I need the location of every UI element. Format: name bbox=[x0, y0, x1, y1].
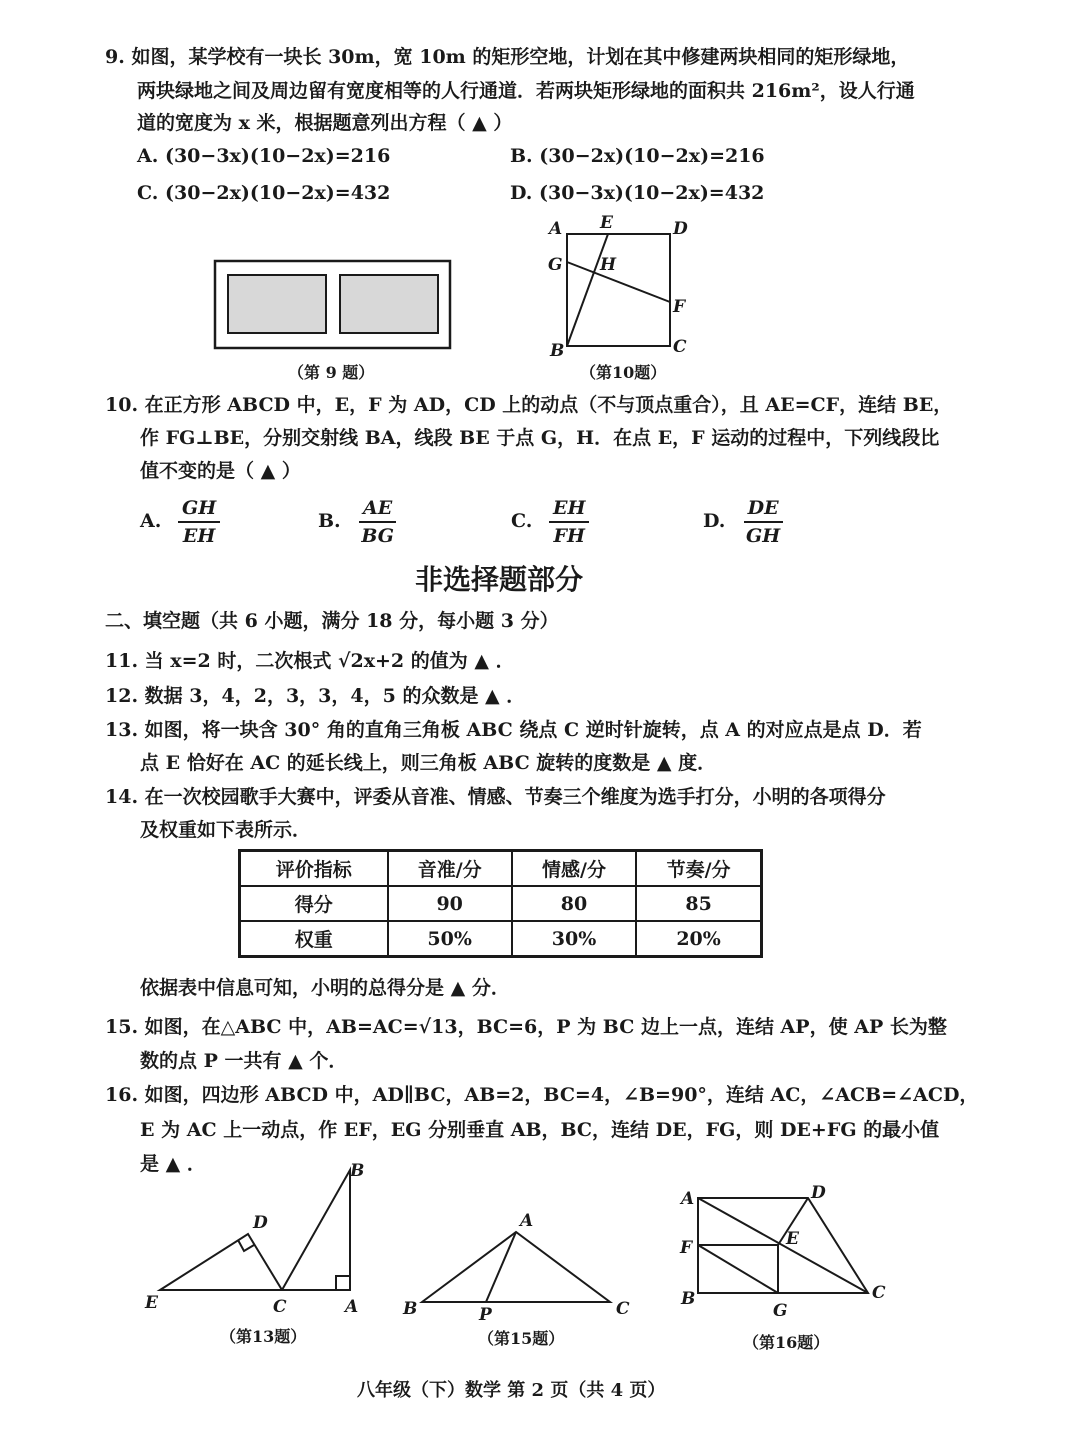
q10-line1: 10. 在正方形 ABCD 中，E，F 为 AD，CD 上的动点（不与顶点重合），且 AE=CF，连结 BE， bbox=[105, 394, 953, 416]
q10-option-d-denominator: GH bbox=[746, 525, 781, 547]
q10-option-b-fraction bbox=[357, 495, 398, 549]
figure-q9-lawn-right bbox=[340, 275, 438, 333]
page-footer: 八年级（下）数学 第 2 页（共 4 页） bbox=[357, 1380, 666, 1401]
figure-q16-label-g: G bbox=[773, 1301, 788, 1321]
q9-line2: 两块绿地之间及周边留有宽度相等的人行通道．若两块矩形绿地的面积共 216m²，设人行通 bbox=[137, 80, 915, 102]
table-row bbox=[240, 921, 762, 957]
figure-q15-label-b: B bbox=[403, 1299, 418, 1319]
table-cell: 90 bbox=[388, 886, 512, 921]
q10-option-a bbox=[140, 495, 220, 549]
figure-q13-right-angle-a bbox=[336, 1276, 350, 1290]
figure-q9-lawn-left bbox=[228, 275, 326, 333]
q9-line3: 道的宽度为 x 米，根据题意列出方程（ ▲ ） bbox=[137, 112, 513, 134]
q10-option-d bbox=[703, 495, 784, 549]
q16-line3: 是 ▲ ． bbox=[140, 1153, 206, 1175]
q10-option-c-fraction bbox=[549, 495, 589, 549]
q10-option-b-label: B. bbox=[318, 510, 341, 532]
figure-q10-label-h: H bbox=[600, 255, 617, 275]
table-cell: 30% bbox=[512, 921, 636, 957]
table-cell: 权重 bbox=[240, 921, 388, 957]
figure-q13-triangle-ecd bbox=[160, 1234, 282, 1290]
score-table-header: 评价指标 bbox=[240, 851, 388, 887]
figure-q13-label-c: C bbox=[273, 1297, 287, 1317]
table-cell: 80 bbox=[512, 886, 636, 921]
figure-q15 bbox=[398, 1210, 638, 1325]
figure-q16-label-f: F bbox=[680, 1238, 693, 1258]
q9-option-d: D. (30−3x)(10−2x)=432 bbox=[510, 182, 765, 204]
figure-q16-label-b: B bbox=[681, 1289, 696, 1309]
q15-line1: 15. 如图，在△ABC 中，AB=AC=√13，BC=6，P 为 BC 边上一点，连结 AP，使 AP 长为整 bbox=[105, 1016, 947, 1038]
q9-option-b: B. (30−2x)(10−2x)=216 bbox=[510, 145, 765, 167]
figure-q13 bbox=[140, 1158, 370, 1323]
figure-q15-triangle bbox=[422, 1232, 610, 1302]
table-row bbox=[240, 886, 762, 921]
figure-q10-label-f: F bbox=[673, 297, 686, 317]
q10-line2: 作 FG⊥BE，分别交射线 BA，线段 BE 于点 G，H．在点 E，F 运动的过程中，下列线段比 bbox=[140, 427, 940, 449]
q10-option-b-denominator: BG bbox=[361, 525, 394, 547]
score-table bbox=[238, 849, 763, 958]
figure-q10-square bbox=[567, 234, 670, 346]
q14-line2: 及权重如下表所示． bbox=[140, 819, 312, 841]
q10-option-b bbox=[318, 495, 398, 549]
figure-q13-triangle-abc bbox=[282, 1170, 350, 1290]
q14-line1: 14. 在一次校园歌手大赛中，评委从音准、情感、节奏三个维度为选手打分，小明的各项得分 bbox=[105, 786, 886, 808]
q16-line1: 16. 如图，四边形 ABCD 中，AD∥BC，AB=2，BC=4，∠B=90°，连结 AC，∠ACB=∠ACD， bbox=[105, 1084, 979, 1106]
figure-q10-label-g: G bbox=[548, 255, 563, 275]
q10-option-a-numerator: GH bbox=[178, 495, 220, 523]
q15-line2: 数的点 P 一共有 ▲ 个． bbox=[140, 1050, 348, 1072]
q9-option-c: C. (30−2x)(10−2x)=432 bbox=[137, 182, 391, 204]
figure-q9 bbox=[210, 255, 460, 355]
score-table-header: 音准/分 bbox=[388, 851, 512, 887]
table-cell: 得分 bbox=[240, 886, 388, 921]
figure-q13-label-e: E bbox=[145, 1293, 158, 1313]
figure-q13-label-b: B bbox=[350, 1161, 365, 1181]
figure-q13-label-d: D bbox=[253, 1213, 268, 1233]
q10-option-c bbox=[511, 495, 589, 549]
figure-q15-label-p: P bbox=[479, 1305, 492, 1325]
q16-caption: （第16题） bbox=[743, 1333, 830, 1352]
figure-q16-fg bbox=[698, 1245, 778, 1293]
q10-option-a-denominator: EH bbox=[182, 525, 216, 547]
figure-q10-fg bbox=[567, 262, 670, 302]
score-table-header-row bbox=[240, 851, 762, 887]
figure-q16-label-c: C bbox=[872, 1283, 886, 1303]
q10-option-c-label: C. bbox=[511, 510, 533, 532]
figure-q16 bbox=[675, 1180, 900, 1325]
figure-q10-be bbox=[567, 234, 608, 346]
figure-q15-label-c: C bbox=[616, 1299, 630, 1319]
q10-option-d-label: D. bbox=[703, 510, 726, 532]
figure-q16-label-e: E bbox=[786, 1229, 799, 1249]
figure-q16-label-d: D bbox=[811, 1183, 826, 1203]
q16-line2: E 为 AC 上一动点，作 EF，EG 分别垂直 AB，BC，连结 DE，FG，则 DE+FG 的最小值 bbox=[140, 1119, 940, 1141]
score-table-header: 节奏/分 bbox=[636, 851, 761, 887]
figure-q10-label-c: C bbox=[673, 337, 687, 357]
figure-q10-label-d: D bbox=[673, 219, 688, 239]
table-cell: 85 bbox=[636, 886, 761, 921]
q10-caption: （第10题） bbox=[580, 363, 667, 382]
figure-q10-label-e: E bbox=[600, 213, 613, 233]
section-title: 非选择题部分 bbox=[415, 563, 584, 596]
q14-after-text: 依据表中信息可知，小明的总得分是 ▲ 分． bbox=[140, 977, 510, 999]
figure-q10 bbox=[540, 212, 700, 362]
q9-option-a: A. (30−3x)(10−2x)=216 bbox=[137, 145, 391, 167]
q11: 11. 当 x=2 时，二次根式 √2x+2 的值为 ▲ ． bbox=[105, 650, 515, 672]
q13-line1: 13. 如图，将一块含 30° 角的直角三角板 ABC 绕点 C 逆时针旋转，点 A 的对应点是点 D．若 bbox=[105, 719, 922, 741]
q9-caption: （第 9 题） bbox=[288, 363, 375, 382]
q10-option-a-label: A. bbox=[140, 510, 162, 532]
part2-heading: 二、填空题（共 6 小题，满分 18 分，每小题 3 分） bbox=[105, 610, 559, 632]
q10-option-a-fraction bbox=[178, 495, 220, 549]
q10-option-d-numerator: DE bbox=[744, 495, 783, 523]
q9-line1: 9. 如图，某学校有一块长 30m，宽 10m 的矩形空地，计划在其中修建两块相同的矩形绿地， bbox=[105, 46, 910, 68]
figure-q10-label-b: B bbox=[550, 341, 565, 361]
q10-line3: 值不变的是（ ▲ ） bbox=[140, 460, 301, 482]
score-table-header: 情感/分 bbox=[512, 851, 636, 887]
q10-option-b-numerator: AE bbox=[359, 495, 396, 523]
q12: 12. 数据 3，4，2，3，3，4，5 的众数是 ▲ ． bbox=[105, 685, 526, 707]
table-cell: 50% bbox=[388, 921, 512, 957]
q15-caption: （第15题） bbox=[478, 1329, 565, 1348]
q13-caption: （第13题） bbox=[220, 1327, 307, 1346]
figure-q16-label-a: A bbox=[681, 1189, 695, 1209]
figure-q13-label-a: A bbox=[345, 1297, 359, 1317]
figure-q10-label-a: A bbox=[549, 219, 563, 239]
q13-line2: 点 E 恰好在 AC 的延长线上，则三角板 ABC 旋转的度数是 ▲ 度． bbox=[140, 752, 717, 774]
q10-option-d-fraction bbox=[742, 495, 784, 549]
figure-q15-label-a: A bbox=[520, 1211, 534, 1231]
q10-option-c-denominator: FH bbox=[553, 525, 585, 547]
table-cell: 20% bbox=[636, 921, 761, 957]
q10-option-c-numerator: EH bbox=[549, 495, 589, 523]
